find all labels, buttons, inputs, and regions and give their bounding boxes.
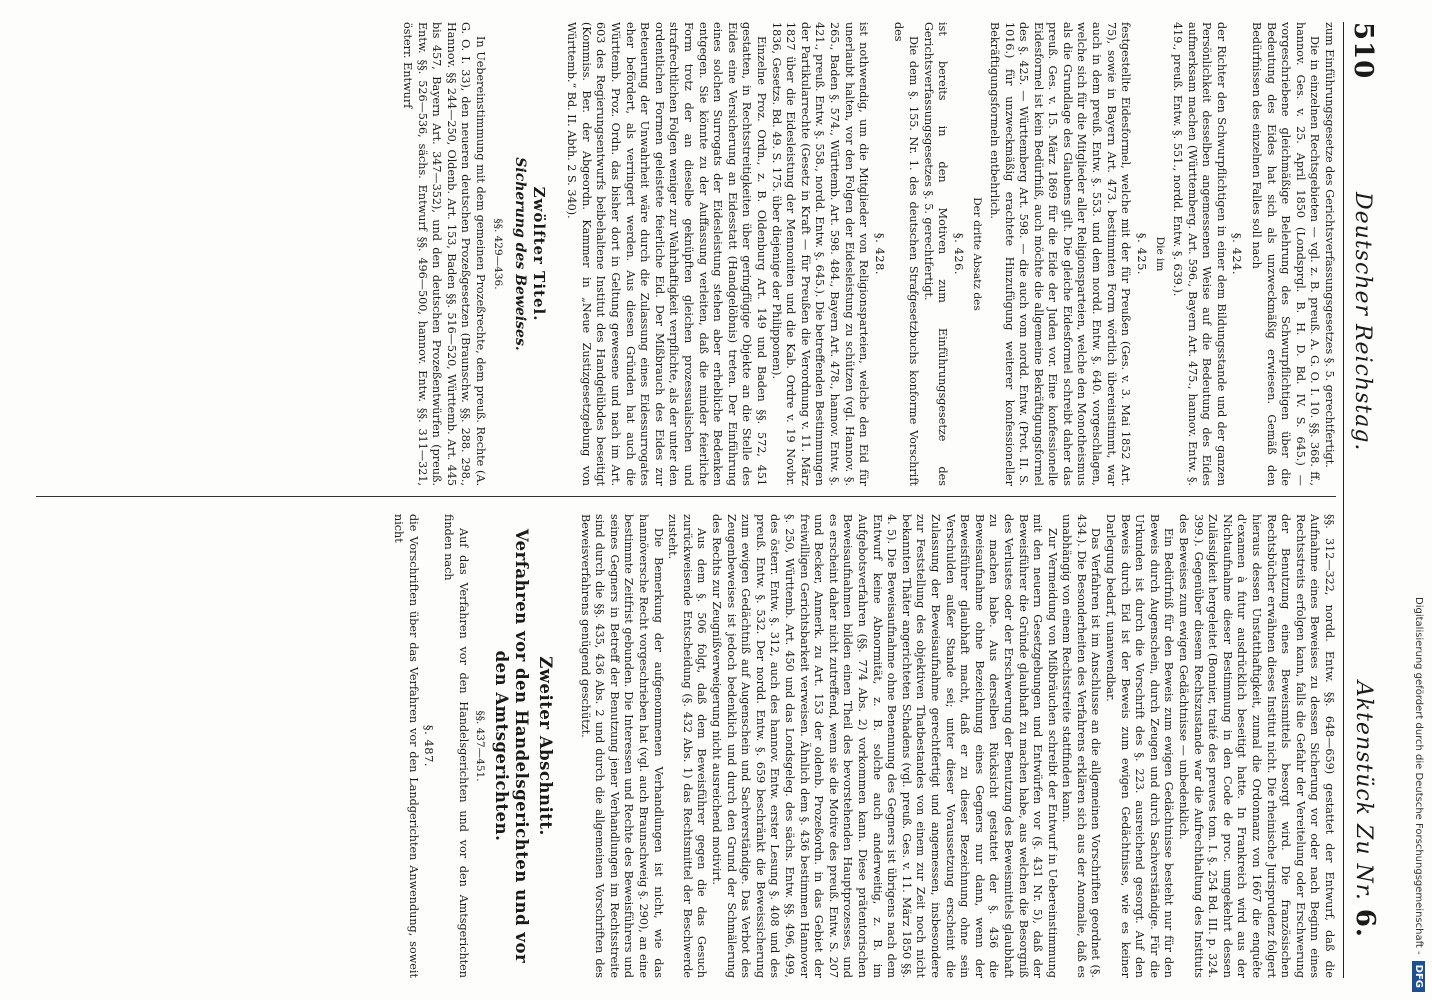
- dfg-logo: DFG: [1413, 961, 1426, 992]
- right-column: [26, 514, 1336, 978]
- paragraph: ist nothwendig, um die Mitglieder von Religionsparteien, welche den Eid für unerlaubt halten, vor den Folgen der Eidesleistung zu schützen (vgl. Hannov. §. 265., Baden §. 574., Württemb. Art. 598. 484., Bayern Art. 478., hannov. Entw. §. 421., preuß. Entw. §. 558., nordd. Entw. §. 645.). Die betreffenden Bestimmungen der Partikularrechte (Gesetz in Kraft — für Preußen die Verordnung v. 11. März 1827 über die Eidesleistung der Mennoniten und die Kab. Ordre v. 19 Novbr. 1836, Gesetzs. Bd. 49. S. 175. über diejenige der Philipponen).: [769, 22, 871, 486]
- running-title-right: [1350, 681, 1380, 938]
- paragraph: In Uebereinstimmung mit dem gemeinen Prozeßrechte, dem preuß. Rechte (A. G. O. I. 33), den neueren deutschen Prozeßgesetzen (Braunschw. §§. 288. 298., Hannov. §§ 244—250, Oldenb. Art. 153, Baden §§. 516—520, Württemb. Art. 445 bis 457, Bayern Art. 347—352), und den deutschen Prozeßentwürfen (preuß. Entw. §§. 526—536, sächs. Entwurf §§. 496—500, hannov. Entw. §§. 311—321, österr. Entwurf: [400, 22, 487, 486]
- page-number: 510: [1348, 22, 1378, 80]
- page-header: [1343, 22, 1388, 978]
- paragraph: Zur Vermeidung von Mißbräuchen schreibt der Entwurf in Uebereinstimmung mit den neuern Gesetzgebungen und Entwürfen vor (§. 431 Nr. 5), daß der Beweisführer die Gründe glaubhaft zu machen habe, aus welchen die Besorgniß des Verlustes oder der Erschwerung der Benutzung des Beweismittels glaubhaft zu machen habe. Aus derselben Rücksicht gestattet der §. 436 die Beweisaufnahme ohne Bezeichnung eines Gegners nur dann, wenn der Beweisführer glaubhaft macht, daß er zu dieser Bezeichnung ohne sein Verschulden außer Stande sei; unter dieser Voraussetzung erscheint die Zulassung der Beweisaufnahme gerechtfertigt und angemessen, insbesondere zur Feststellung des objektiven Thatbestandes von einem zur Zeit noch nicht bekannten Thäter angerichteten Schadens (vgl. preuß. Ges. v. 11. März 1850 §§. 4. 5). Die Beweisaufnahme ohne Benennung des Gegners ist übrigens nach dem Entwurf keine Abnormität, z. B. solche auch anderweitig, z. B. im Aufgebotsverfahren (§§. 774 Abs. 2) vorkommen kann. Diese prätentorischen Beweisaufnahmen bilden einen Theil des bevorstehenden Hauptprozesses, und es erscheint daher nicht zutreffend, wenn sie die Motive des preuß. Entw. S. 207 und Becker, Anmerk. zu Art. 153 der oldenb. Prozeßordn. in das Gebiet der freiwilligen Gerichtsbarkeit verweisen. Ähnlich dem §. 436 bestimmen Hannover §. 250, Württemb. Art. 450 und das Londsgeleg. des sächs. Entw. §§. 496, 499, des österr. Entw. §. 312, auch des hannov. Entw. erster Lesung §. 408 und des preuß. Entw. §. 532. Der nordd. Entw. §. 659 beschränkt die Beweissicherung zum ewigen Gedächtniß auf Augenschein und Sachverständige. Das Verbot des Zeugenbeweises ist jedoch bedenklich und durch den Grund der Schmälerung des Rechts zur Zeugnißverweigerung nicht ausreichend motivirt.: [710, 514, 1059, 978]
- chapter-heading: Zweiter Abschnitt.: [536, 656, 556, 836]
- paragraph: festgestellte Eidesformel, welche mit der für Preußen (Ges. v. 3. Mai 1852 Art. 75), sowie in Bayern Art. 473. bestimmten Form wörtlich übereinstimmt, war auch in dem preuß. Entw. §. 553. und dem nordd. Entw. §. 640. vorgeschlagen, welche sich für die Mitglieder aller Religionsparteien, welche den Monotheismus als die Grundlage des Glaubens gilt. Die gleiche Eidesformel schreibt daher das preuß. Ges. v. 15. März 1869 für die Eide der Juden vor. Eine konfessionelle Eidesformel ist kein Bedürfniß, auch möchte die allgemeine Bekräftigungsformel des §. 425. — Württemberg Art. 598. — die auch vom nordd. Entw. (Prot. II. S. 1016.) für unzweckmäßig erachtete Hinzufügung weiterer konfessioneller Bekräftigungsformeln entbehrlich.: [987, 22, 1133, 486]
- section-range: §§. 429—436.: [491, 218, 504, 290]
- paragraph: Die dem §. 155. Nr. 1. des deutschen Strafgesetzbuchs konforme Vorschrift des: [892, 22, 920, 486]
- title-subheading: Sicherung des Beweises.: [512, 157, 529, 351]
- paragraph: Aus dem §. 506 folgt, daß dem Beweisführer gegen die das Gesuch zurückweisende Entscheidung (§. 432 Abs. 1) das Rechtsmittel der Beschwerde zusteht.: [666, 514, 709, 978]
- section-heading: §. 424.: [1230, 232, 1245, 276]
- left-column: [26, 22, 1336, 486]
- paragraph: der Richter den Schwurpflichtigen in einer dem Bildungsstande und der ganzen Persönlichkeit desselben angemessenen Weise auf die Bedeutung des Eides aufmerksam machen (Württemberg. Art. 596., Bayern Art. 475., hannov. Entw. §. 419., preuß. Entw. §. 551., nordd. Entw. §. 639.).: [1171, 22, 1228, 486]
- chapter-subheading: Verfahren vor den Handelsgerichten und vor den Amtsgerichten.: [492, 528, 532, 964]
- running-title-left: Deutscher Reichstag.: [1350, 192, 1375, 452]
- paragraph: Die Bemerkung der aufgenommenen Verhandlungen ist nicht, wie das hannöversche Recht vorgeschrieben hat (vgl. auch Braunschweig §. 290), an eine bestimmte Zeitfrist gebunden. Die Interessen und Rechte des Beweisführers und seines Gegners in Betreff der Benutzung jener Verhandlungen im Rechtsstreite sind durch die §§. 435, 436 Abs. 2 und durch die allgemeinen Vorschriften des Beweisverfahrens genügend geschützt.: [578, 514, 665, 978]
- title-heading: Zwölfter Titel.: [529, 186, 548, 322]
- running-title-right-text: Aktenstück Zu Nr.: [1351, 680, 1376, 901]
- paragraph: die Vorschriften über das Verfahren vor den Landgerichten Anwendung, soweit nicht: [392, 514, 420, 978]
- paragraph: Einzelne Proz. Ordn., z. B. Oldenburg Art. 149 und Baden §§. 572, 451 gestatten, in Rechtsstreitigkeiten über geringfügige Objekte an die Stelle des Eides eine Versicherung an Eidesstatt (Handgelöbnis) treten. Der Einführung eines solchen Surrogats der Eidesleistung stehen aber erhebliche Bedenken entgegen. Sie könnte zu der Auffassung verleiten, daß die minder feierliche Form trotz der an dieselbe geknüpften gleichen prozessualischen und strafrechtlichen Folgen weniger zur Wahrhaftigkeit verpflichte, als der unter den ordentlichen Formen geleistete feierliche Eid. Der Mißbrauch des Eides zur Beteuerung der Unwahrheit wäre durch die Zulassung eines Eidessurrogates eher befördert, als verringert werden. Aus diesen Gründen hat auch die Württemb. Proz. Ordn. das bisher dort in Geltung gewesene und nach im Art. 603 des Regierungsentwurfs beibehaltene Institut des Handgelübdes beseitigt (Kommiss. Ber. der Abgeordn. Kammer in „Neue Zustizgesetzgebung von Württemb.“ Bd. II. Abth. 2 S. 340).: [565, 22, 769, 486]
- running-title-number: 6.: [1350, 908, 1380, 938]
- section-heading: §. 425.: [1134, 232, 1149, 276]
- paragraph-lead: Der dritte Absatz des: [971, 197, 984, 311]
- section-range: §§. 437—451.: [474, 710, 487, 782]
- section-heading: §. 428.: [872, 232, 887, 276]
- paragraph: Die in einzelnen Rechtsgebieten — vgl. z. B. preuß. A. G. O. I. 10. §§. 368. ff., hannov. Ges. v. 25. April 1850 (Londsprgl. B. H. D. Bd. IV. S. 645.) — vorgeschriebene gleichmäßige Belehrung des Schwurpflichtigen über die Bedeutung des Eides hat sich als unzweckmäßig erwiesen. Gemäß den Bedürfnissen des einzelnen Falles soll nach: [1250, 22, 1322, 486]
- paragraph: ist bereits in den Motiven zum Einführungsgesetze des Gerichtsverfassungsgesetzes §. 5. gerechtfertigt.: [921, 22, 950, 486]
- section-heading: §. 426.: [951, 232, 966, 276]
- paragraph: Das Verfahren ist im Anschlusse an die allgemeinen Vorschriften geordnet (§. 434.). Die Besonderheiten des Verfahrens erklären sich aus der Anomalie, daß es unabhängig von einem Rechtsstreite stattfinden kann.: [1060, 514, 1103, 978]
- paragraph-lead: Die im: [1154, 236, 1167, 272]
- paragraph: Auf das Verfahren vor den Handelsgerichten und vor den Amtsgerichten finden nach: [441, 514, 470, 978]
- paragraph: zum Einführungsgesetze des Gerichtsverfassungsgesetzes §. 5. gerechtfertigt.: [1323, 22, 1336, 468]
- digitization-note: Digitalisierung gefördert durch die Deutsche Forschungsgemeinschaft -: [1413, 597, 1425, 955]
- section-heading: §. 487.: [422, 724, 437, 768]
- paragraph: Ein Bedürfniß für den Beweis zum ewigen Gedächtnisse besteht nur für den Beweis durch Augenschein, durch Zeugen und durch Sachverständige. Für die Urkunden ist durch die Vorschrift des §. 223. ausreichend gesorgt. Auf den Beweis durch Eid ist der Beweis zum ewigen Gedächtnisse, wie es keiner Darlegung bedarf, unanwendbar.: [1104, 514, 1176, 978]
- column-divider: [36, 496, 1336, 497]
- digitization-strip: [1406, 0, 1432, 1000]
- paragraph: §§. 312—322, nordd. Entw. §§. 648—659) gestattet der Entwurf, daß die Aufnahme eines Beweises zu dessen Sicherung vor oder nach Beginn eines Rechtsstreits erfolgen kann, falls die Gefahr der Vereitelung oder Erschwerung der Benutzung eines Beweismittels besorgt wird. Die französischen Rechtsbücher erwähnen dieses Institut nicht. Die rheinische Jurisprudenz folgert hieraus dessen Unstatthaftigkeit, zumal die Ordonnanz von 1667 die enquête d'examen à futur ausdrücklich beseitigt hatte. In Frankreich wird aus der Nichtaufnahme dieser Bestimmung in den Code de proc. umgekehrt dessen Zulässigkeit hergeleitet (Bonnier, traité des preuves tom. I. §. 254 Bd. III. p. 324. 399.). Gegenüber diesem Rechtszustande war die Aufrechthaltung des Instituts des Beweises zum ewigen Gedächtnisse — unbedenklich.: [1177, 514, 1336, 978]
